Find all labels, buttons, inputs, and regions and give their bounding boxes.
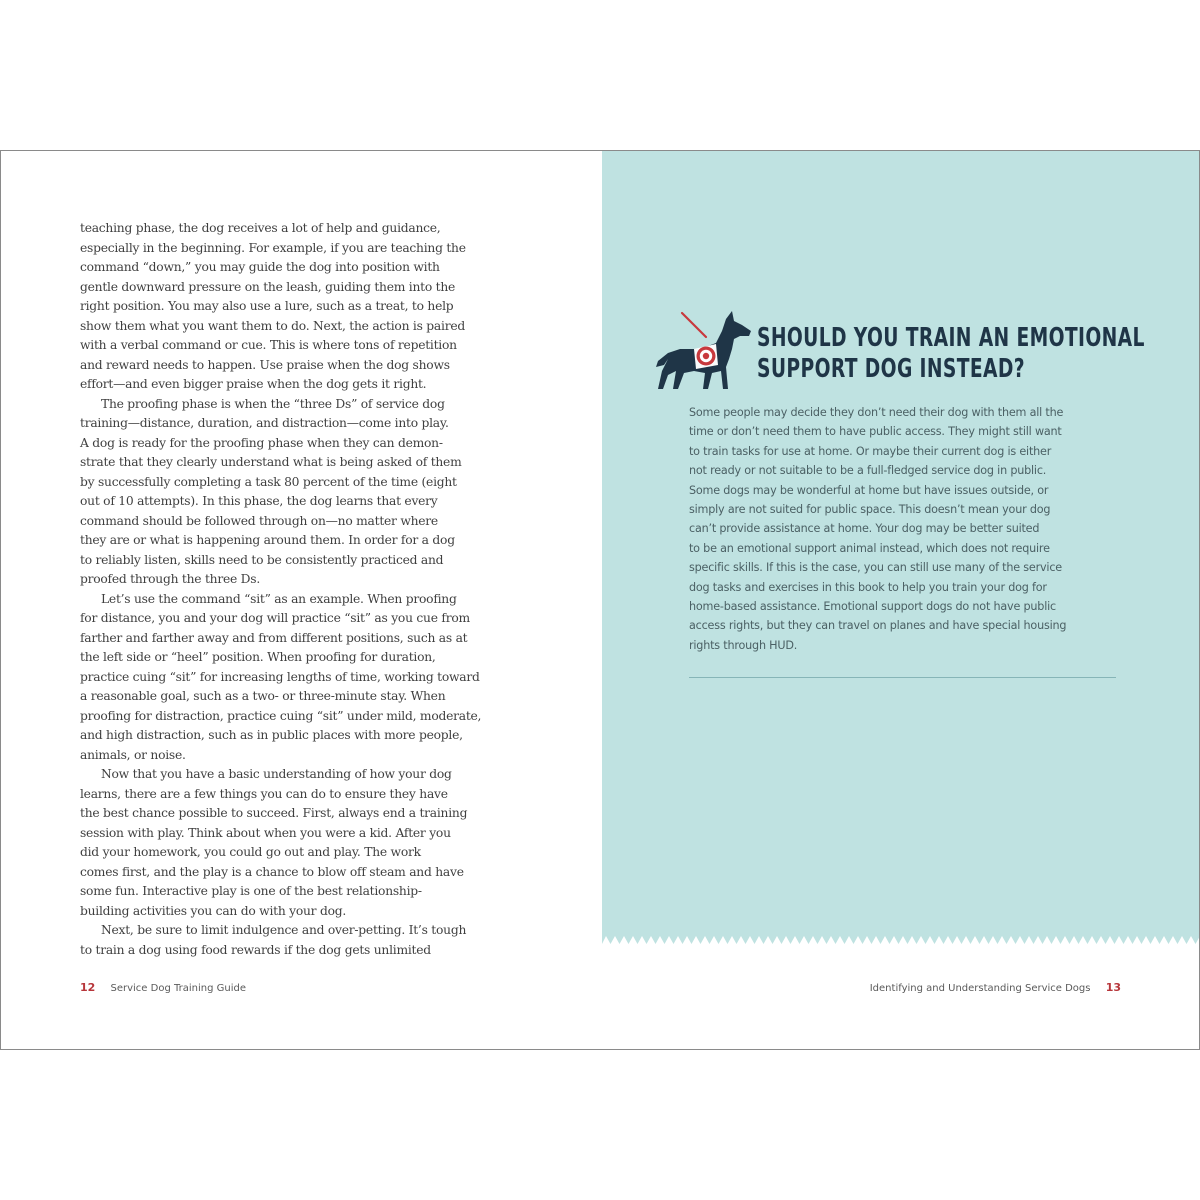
body-line: did your homework, you could go out and play. The work: [80, 845, 421, 859]
running-head-right: Identifying and Understanding Service Dogs: [869, 983, 1091, 994]
body-line: The proofing phase is when the “three Ds” of service dog: [101, 396, 445, 411]
body-line: Next, be sure to limit indulgence and over-petting. It’s tough: [101, 923, 467, 937]
body-line: the best chance possible to succeed. First, always end a training: [80, 806, 468, 820]
right-page-footer: [870, 981, 1121, 994]
body-line: out of 10 attempts). In this phase, the dog learns that every: [80, 494, 438, 508]
body-line: with a verbal command or cue. This is where tons of repetition: [80, 338, 457, 352]
sidebar-line: Some people may decide they don’t need their dog with them all the: [689, 406, 1064, 419]
body-line: teaching phase, the dog receives a lot of help and guidance,: [80, 221, 441, 235]
sidebar-line: specific skills. If this is the case, you can still use many of the service: [689, 561, 1062, 575]
body-line: proofed through the three Ds.: [80, 572, 261, 586]
body-line: command should be followed through on—no matter where: [80, 513, 438, 528]
body-line: practice cuing “sit” for increasing lengths of time, working toward: [80, 669, 480, 684]
body-line: show them what you want them to do. Next, the action is paired: [80, 318, 465, 333]
body-line: comes first, and the play is a chance to blow off steam and have: [80, 864, 464, 879]
left-page-footer: [80, 981, 246, 994]
sidebar-line: time or don’t need them to have public access. They might still want: [689, 425, 1062, 439]
sidebar-line: not ready or not suitable to be a full-fledged service dog in public.: [689, 464, 1047, 478]
body-line: they are or what is happening around them. In order for a dog: [80, 533, 455, 547]
body-line: the left side or “heel” position. When proofing for duration,: [80, 650, 436, 664]
sidebar-box: [602, 151, 1200, 949]
sidebar-title-line-2: SUPPORT DOG INSTEAD?: [757, 354, 1025, 384]
body-line: to train a dog using food rewards if the dog gets unlimited: [80, 942, 431, 957]
body-line: command “down,” you may guide the dog into position with: [80, 260, 440, 274]
body-line: some fun. Interactive play is one of the best relationship-: [80, 884, 422, 898]
body-line: animals, or noise.: [80, 747, 186, 762]
body-line: Let’s use the command “sit” as an example. When proofing: [101, 591, 457, 606]
sidebar-line: rights through HUD.: [689, 638, 798, 652]
body-line: farther and farther away and from different positions, such as at: [80, 630, 468, 645]
body-line: A dog is ready for the proofing phase when they can demon-: [80, 435, 443, 450]
body-line: right position. You may also use a lure, such as a treat, to help: [80, 299, 454, 313]
body-line: gentle downward pressure on the leash, guiding them into the: [80, 279, 456, 294]
running-head-left: Service Dog Training Guide: [110, 983, 246, 994]
sidebar-line: access rights, but they can travel on planes and have special housing: [689, 619, 1067, 633]
service-dog-icon: [654, 309, 754, 399]
sidebar-line: simply are not suited for public space. This doesn’t mean your dog: [689, 502, 1051, 516]
book-spread: [0, 150, 1200, 1050]
body-line: learns, there are a few things you can do to ensure they have: [80, 786, 448, 801]
sidebar-divider: [689, 677, 1116, 678]
left-page-body-text: [80, 219, 512, 960]
sidebar-title: [757, 323, 1145, 385]
body-line: effort—and even bigger praise when the dog gets it right.: [80, 377, 427, 391]
page-number-left: 12: [80, 981, 96, 994]
sidebar-line: to train tasks for use at home. Or maybe their current dog is either: [689, 444, 1052, 458]
sidebar-line: can’t provide assistance at home. Your dog may be better suited: [689, 522, 1040, 536]
body-line: proofing for distraction, practice cuing “sit” under mild, moderate,: [80, 708, 482, 723]
body-line: for distance, you and your dog will practice “sit” as you cue from: [80, 611, 470, 625]
sidebar-title-line-1: SHOULD YOU TRAIN AN EMOTIONAL: [757, 323, 1145, 353]
body-line: building activities you can do with your dog.: [80, 903, 347, 918]
sidebar-line: to be an emotional support animal instead, which does not require: [689, 541, 1050, 555]
body-line: strate that they clearly understand what is being asked of them: [80, 455, 462, 469]
body-line: session with play. Think about when you were a kid. After you: [80, 825, 451, 840]
body-line: to reliably listen, skills need to be consistently practiced and: [80, 552, 444, 567]
sidebar-line: dog tasks and exercises in this book to help you train your dog for: [689, 580, 1047, 594]
body-line: and high distraction, such as in public places with more people,: [80, 728, 463, 742]
sidebar-line: home-based assistance. Emotional support dogs do not have public: [689, 599, 1056, 613]
body-line: a reasonable goal, such as a two- or three-minute stay. When: [80, 689, 446, 703]
body-line: training—distance, duration, and distraction—come into play.: [80, 416, 449, 430]
body-line: Now that you have a basic understanding of how your dog: [101, 767, 452, 781]
page-number-right: 13: [1105, 981, 1121, 994]
body-line: by successfully completing a task 80 percent of the time (eight: [80, 474, 457, 489]
sidebar-line: Some dogs may be wonderful at home but have issues outside, or: [689, 483, 1049, 497]
body-line: and reward needs to happen. Use praise when the dog shows: [80, 357, 450, 372]
body-line: especially in the beginning. For example, if you are teaching the: [80, 240, 466, 255]
sidebar-body-text: [689, 403, 1129, 655]
